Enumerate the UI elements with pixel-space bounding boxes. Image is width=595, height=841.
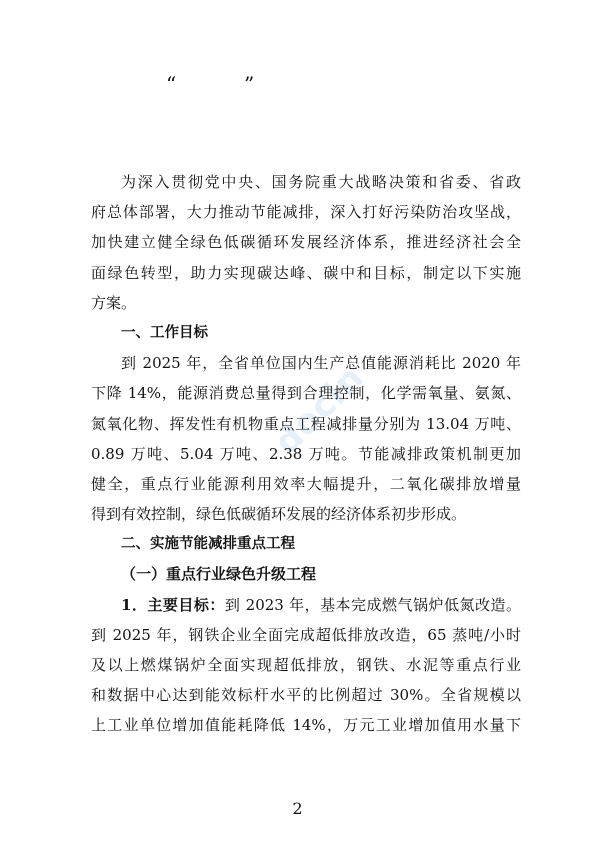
title-close-quote: ”	[244, 72, 255, 96]
item1-line: 到 2025 年，钢铁企业全面完成超低排放改造，65 蒸吨/小时	[91, 625, 521, 644]
section1-line: 氮氧化物、挥发性有机物重点工程减排量分别为 13.04 万吨、	[91, 414, 521, 433]
section1-line: 下降 14%，能源消费总量得到合理控制，化学需氧量、氨氮、	[91, 384, 521, 403]
section1-line: 到 2025 年，全省单位国内生产总值能源消耗比 2020 年	[121, 354, 521, 373]
title-open-quote: “	[166, 72, 177, 96]
section1-line: 健全，重点行业能源利用效率大幅提升，二氧化碳排放增量	[91, 474, 521, 493]
item1-first-text: 到 2023 年，基本完成燃气锅炉低氮改造。	[224, 595, 521, 614]
item1-line: 及以上燃煤锅炉全面实现超低排放，钢铁、水泥等重点行业	[91, 656, 521, 674]
intro-line: 方案。	[91, 293, 137, 312]
item1-line: 和数据中心达到能效标杆水平的比例超过 30%。全省规模以	[91, 686, 521, 705]
section-heading-projects: 二、实施节能减排重点工程	[121, 536, 295, 553]
section1-line: 0.89 万吨、5.04 万吨、2.38 万吨。节能减排政策机制更加	[91, 444, 521, 463]
item1-line	[91, 590, 521, 620]
page-number: 2	[292, 799, 303, 818]
section1-line: 得到有效控制，绿色低碳循环发展的经济体系初步形成。	[91, 505, 467, 524]
section-heading-goals: 一、工作目标	[121, 324, 208, 341]
intro-line: 加快建立健全绿色低碳循环发展经济体系，推进经济社会全	[91, 233, 521, 252]
item1-line: 上工业单位增加值能耗降低 14%，万元工业增加值用水量下	[91, 716, 521, 735]
watermark-logo: docin	[266, 357, 372, 463]
item1-label: 1．主要目标：	[121, 595, 225, 614]
intro-line: 府总体部署，大力推动节能减排，深入打好污染防治攻坚战，	[91, 203, 521, 222]
intro-line: 为深入贯彻党中央、国务院重大战略决策和省委、省政	[121, 173, 521, 191]
subsection-heading: （一）重点行业绿色升级工程	[121, 565, 317, 584]
document-body	[91, 167, 521, 741]
intro-line: 面绿色转型，助力实现碳达峰、碳中和目标，制定以下实施	[91, 263, 521, 282]
